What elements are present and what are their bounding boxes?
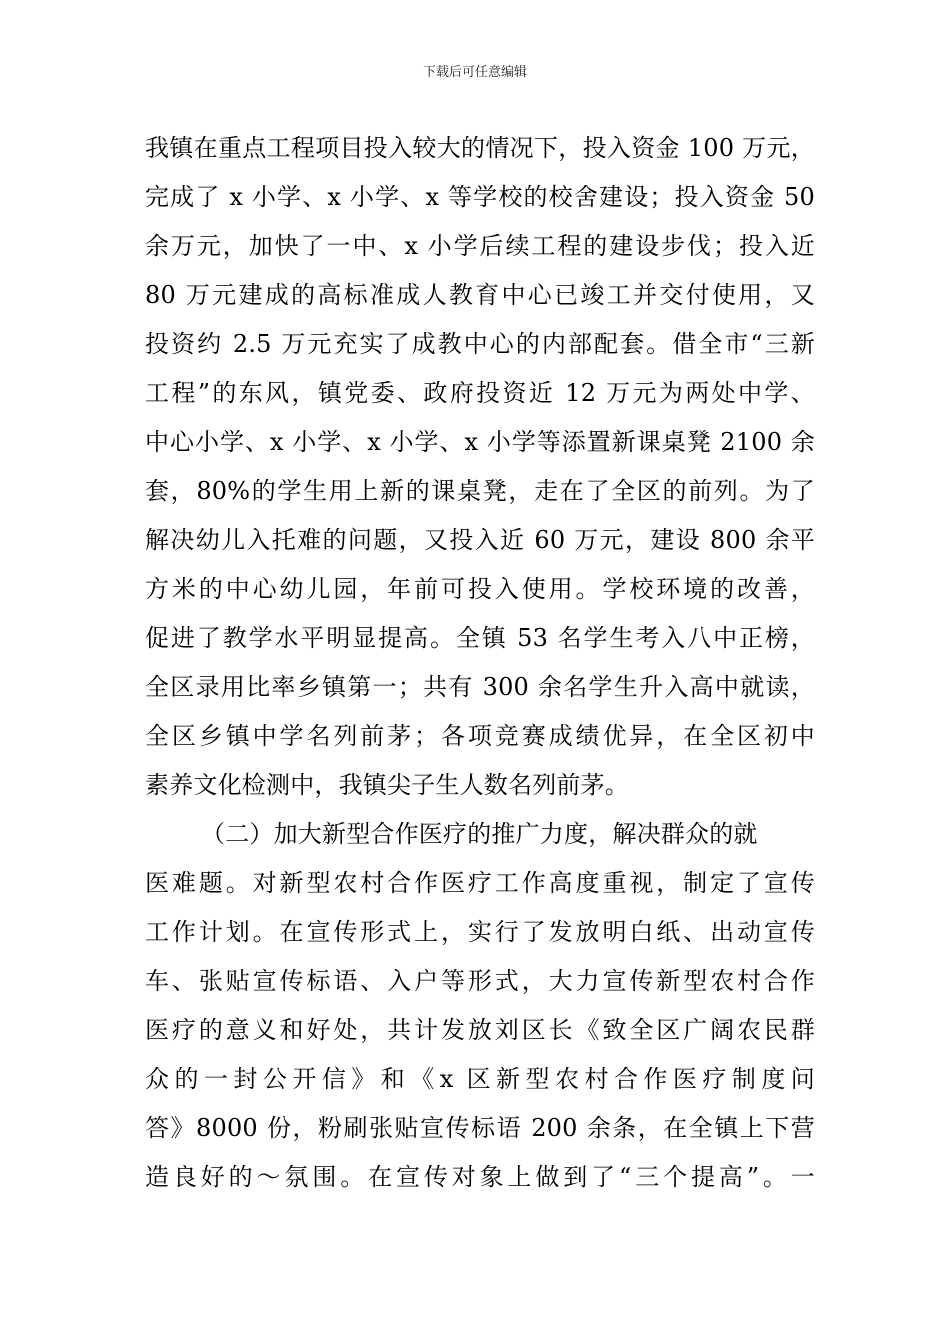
text-line-8: 套，80%的学生用上新的课桌凳，走在了全区的前列。为了 xyxy=(145,477,815,505)
page-header: 下载后可任意编辑 xyxy=(422,65,527,80)
text-line-7: 中心小学、x 小学、x 小学、x 小学等添置新课桌凳 2100 余 xyxy=(145,428,815,456)
text-line-18: 车、张贴宣传标语、入户等形式，大力宣传新型农村合作 xyxy=(145,967,815,995)
text-line-14: 素养文化检测中，我镇尖子生人数名列前茅。 xyxy=(145,771,629,799)
text-line-3: 余万元，加快了一中、x 小学后续工程的建设步伐；投入近 xyxy=(145,232,815,260)
text-line-4: 80 万元建成的高标准成人教育中心已竣工并交付使用，又 xyxy=(145,281,815,309)
text-line-6: 工程”的东风，镇党委、政府投资近 12 万元为两处中学、 xyxy=(145,379,815,407)
text-line-10: 方米的中心幼儿园，年前可投入使用。学校环境的改善， xyxy=(145,575,815,603)
text-line-20: 众的一封公开信》和《x 区新型农村合作医疗制度问 xyxy=(145,1065,815,1093)
text-line-15: （二）加大新型合作医疗的推广力度，解决群众的就 xyxy=(201,820,758,848)
text-line-13: 全区乡镇中学名列前茅；各项竞赛成绩优异，在全区初中 xyxy=(145,722,815,750)
text-line-21: 答》8000 份，粉刷张贴宣传标语 200 余条，在全镇上下营 xyxy=(145,1114,815,1142)
text-line-12: 全区录用比率乡镇第一；共有 300 余名学生升入高中就读， xyxy=(145,673,815,701)
text-line-9: 解决幼儿入托难的问题，又投入近 60 万元，建设 800 余平 xyxy=(145,526,815,554)
text-line-1: 我镇在重点工程项目投入较大的情况下，投入资金 100 万元， xyxy=(145,134,815,162)
text-line-5: 投资约 2.5 万元充实了成教中心的内部配套。借全市“三新 xyxy=(145,330,815,358)
text-line-2: 完成了 x 小学、x 小学、x 等学校的校舍建设；投入资金 50 xyxy=(145,183,815,211)
text-line-22: 造良好的～氛围。在宣传对象上做到了“三个提高”。一 xyxy=(145,1163,815,1191)
text-line-16: 医难题。对新型农村合作医疗工作高度重视，制定了宣传 xyxy=(145,869,815,897)
text-line-11: 促进了教学水平明显提高。全镇 53 名学生考入八中正榜， xyxy=(145,624,815,652)
text-line-17: 工作计划。在宣传形式上，实行了发放明白纸、出动宣传 xyxy=(145,918,815,946)
text-line-19: 医疗的意义和好处，共计发放刘区长《致全区广阔农民群 xyxy=(145,1016,815,1044)
body-text xyxy=(145,124,815,1202)
